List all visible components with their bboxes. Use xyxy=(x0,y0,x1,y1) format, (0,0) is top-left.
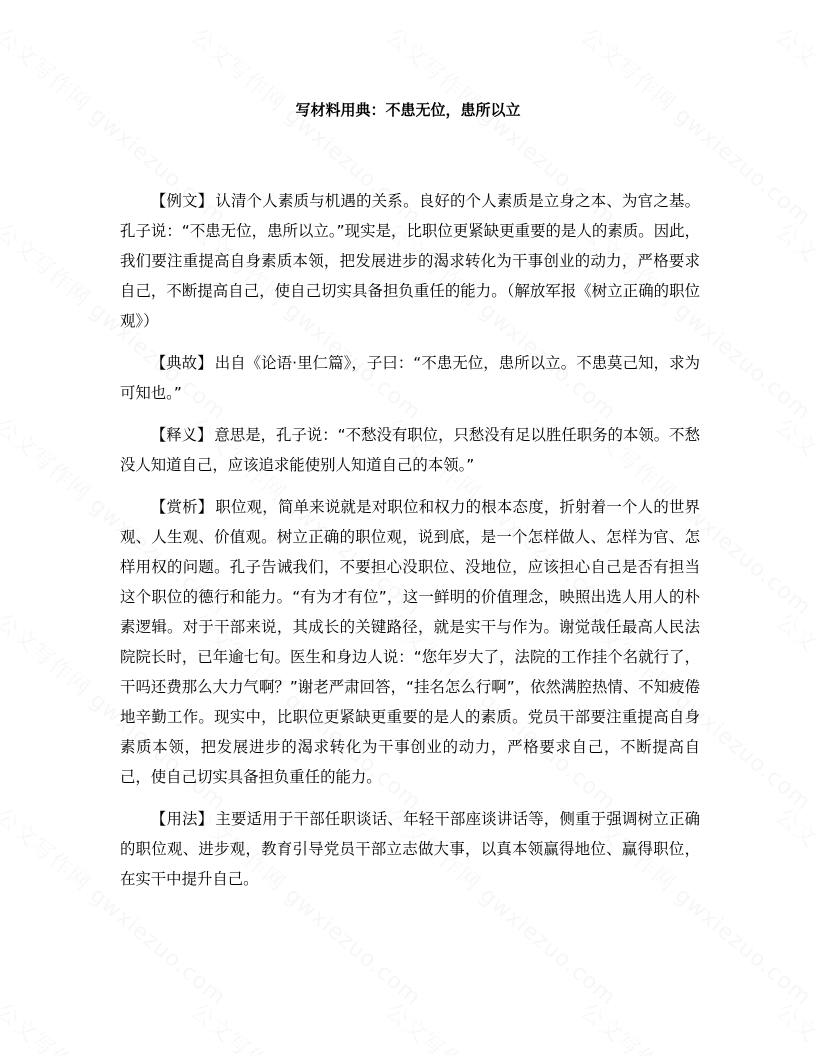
paragraph-lead: 【用法】 xyxy=(150,810,214,828)
watermark-text xyxy=(770,20,816,232)
paragraph-allusion xyxy=(120,348,700,408)
paragraph-lead: 【例文】 xyxy=(150,192,214,210)
paragraph-example xyxy=(120,186,700,336)
watermark-text xyxy=(770,995,816,1056)
paragraph-lead: 【典故】 xyxy=(150,354,213,372)
watermark-text xyxy=(770,215,816,427)
watermark-text xyxy=(770,800,816,1012)
paragraph-lead: 【释义】 xyxy=(150,426,213,444)
watermark-text xyxy=(575,995,816,1056)
paragraph-text: 认清个人素质与机遇的关系。良好的个人素质是立身之本、为官之基。孔子说：“不患无位，患所以立。”现实是，比职位更紧缺更重要的是人的素质。因此，我们要注重提高自身素质本领，把发展进步的渴求转化为干事创业的动力，严格要求自己，不断提高自己，使自己切实具备担负重任的能力。（解放军报《树立正确的职位观》） xyxy=(120,192,700,330)
paragraph-usage xyxy=(120,804,700,894)
paragraph-text: 职位观，简单来说就是对职位和权力的根本态度，折射着一个人的世界观、人生观、价值观。树立正确的职位观，说到底，是一个怎样做人、怎样为官、怎样用权的问题。孔子告诫我们，不要担心没职位、没地位，应该担心自己是否有担当这个职位的德行和能力。“有为才有位”，这一鲜明的价值理念，映照出选人用人的朴素逻辑。对于干部来说，其成长的关键路径，就是实干与作为。谢觉哉任最高人民法院院长时，已年逾七旬。医生和身边人说：“您年岁大了，法院的工作挂个名就行了，干吗还费那么大力气啊？”谢老严肃回答，“挂名怎么行啊”，依然满腔热情、不知疲倦地辛勤工作。现实中，比职位更紧缺更重要的是人的素质。党员干部要注重提高自身素质本领，把发展进步的渴求转化为干事创业的动力，严格要求自己，不断提高自己，使自己切实具备担负重任的能力。 xyxy=(120,498,700,786)
watermark-text xyxy=(0,995,234,1056)
watermark-text xyxy=(770,410,816,622)
paragraph-meaning xyxy=(120,420,700,480)
paragraph-text: 主要适用于干部任职谈话、年轻干部座谈讲话等，侧重于强调树立正确的职位观、进步观，教育引导党员干部立志做大事，以真本领赢得地位、赢得职位，在实干中提升自己。 xyxy=(120,810,700,888)
watermark-text xyxy=(185,995,429,1056)
paragraph-lead: 【赏析】 xyxy=(150,498,214,516)
watermark-text xyxy=(380,995,624,1056)
paragraph-text: 意思是，孔子说：“不愁没有职位，只愁没有足以胜任职务的本领。不愁没人知道自己，应该追求能使别人知道自己的本领。” xyxy=(120,426,700,474)
paragraph-analysis xyxy=(120,492,700,792)
document-body xyxy=(120,186,700,906)
paragraph-text: 出自《论语·里仁篇》，子曰：“不患无位，患所以立。不患莫己知，求为可知也。” xyxy=(120,354,700,402)
watermark-text xyxy=(770,605,816,817)
document-title: 写材料用典：不患无位，患所以立 xyxy=(295,101,521,119)
